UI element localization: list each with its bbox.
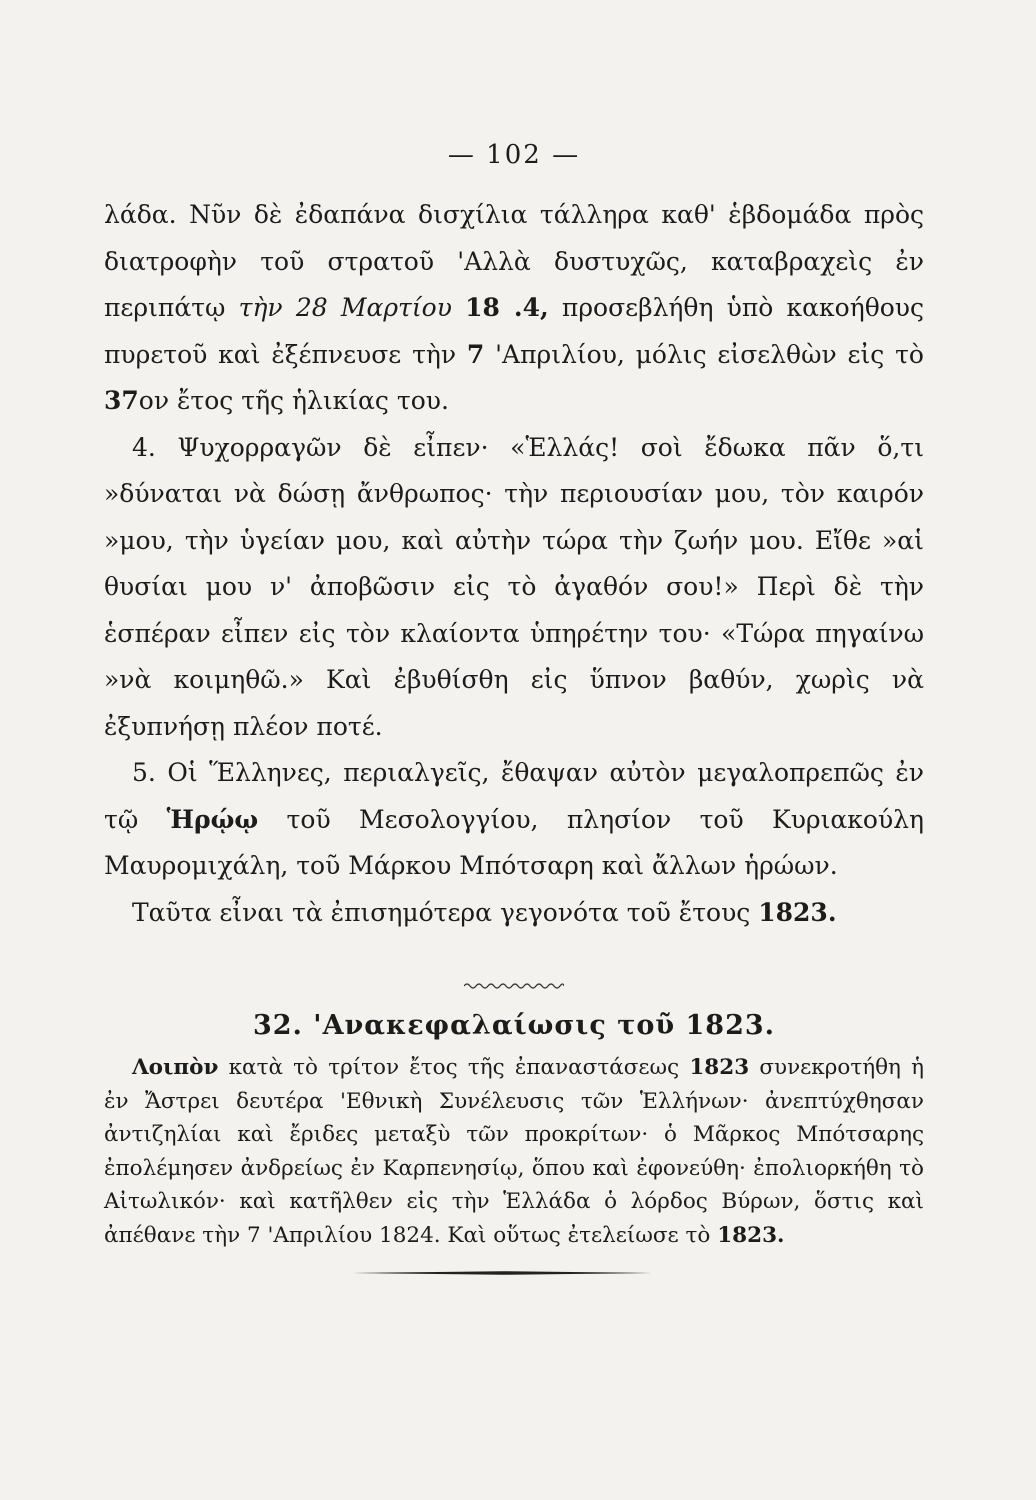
text-run: προσεβλήθη ὑπὸ κακοήθους πυρετοῦ καὶ ἐξέπνευσε τὴν bbox=[104, 293, 924, 369]
day-7: 7 bbox=[466, 339, 485, 369]
text-run: λάδα. Νῦν δὲ ἐδαπάνα δισχίλια τάλληρα καθ' ἑβδομάδα πρὸς διατροφὴν τοῦ στρατοῦ 'Αλλὰ δυστυχῶς, καταβραχεὶς ἐν περιπάτῳ bbox=[104, 200, 924, 322]
page-number: — 102 — bbox=[447, 140, 581, 170]
paragraph-5-burial bbox=[104, 750, 924, 890]
paragraph-4-last-words: 4. Ψυχορραγῶν δὲ εἶπεν· «Ἑλλάς! σοὶ ἔδωκα πᾶν ὅ,τι »δύναται νὰ δώσῃ ἄνθρωπος· τὴν περιουσίαν μου, τὸν καιρόν »μου, τὴν ὑγείαν μου, καὶ αὐτὴν τώρα τὴν ζωήν μου. Εἴθε »αἱ θυσίαι μου ν' ἀποβῶσιν εἰς τὸ ἀγαθόν σου!» Περὶ δὲ τὴν ἑσπέραν εἶπεν εἰς τὸν κλαίοντα ὑπηρέτην του· «Τώρα πηγαίνω »νὰ κοιμηθῶ.» Καὶ ἐβυθίσθη εἰς ὕπνον βαθύν, χωρὶς νὰ ἐξυπνήσῃ πλέον ποτέ. bbox=[104, 432, 924, 741]
wavy-divider bbox=[464, 980, 564, 992]
heroon-word: Ἡρῴῳ bbox=[166, 804, 259, 834]
section-title: 32. 'Ανακεφαλαίωσις τοῦ 1823. bbox=[252, 1010, 776, 1041]
paragraph-byron-illness bbox=[104, 192, 924, 425]
lead-word: Λοιπὸν bbox=[132, 1055, 219, 1080]
year-1824: 18 .4, bbox=[465, 293, 549, 322]
text-run: κατὰ τὸ τρίτον ἔτος τῆς ἐπαναστάσεως bbox=[218, 1055, 690, 1080]
text-run: 5. Οἱ Ἕλληνες, περιαλγεῖς, ἔθαψαν αὐτὸν μεγαλοπρεπῶς ἐν τῷ bbox=[104, 758, 924, 834]
paragraph-recap bbox=[104, 1051, 924, 1252]
date-march-28: τὴν 28 Μαρτίου bbox=[238, 293, 452, 322]
year-1823: 1823. bbox=[758, 897, 837, 927]
text-run: συνεκροτήθη ἡ ἐν Ἄστρει δευτέρα 'Εθνικὴ Συνέλευσις τῶν Ἑλλήνων· ἀνεπτύχθησαν ἀντιζηλίαι καὶ ἔριδες μεταξὺ τῶν προκρίτων· ὁ Μᾶρκος Μπότσαρης ἐπολέμησεν ἀνδρείως ἐν Καρπενησίῳ, ὅπου καὶ ἐφονεύθη· ἐπολιορκήθη τὸ Αἰτωλικόν· καὶ κατῆλθεν εἰς τὴν Ἑλλάδα ὁ λόρδος Βύρων, ὅστις καὶ ἀπέθανε τὴν 7 'Απριλίου 1824. Καὶ οὕτως ἐτελείωσε τὸ bbox=[104, 1055, 924, 1248]
text-run: 'Απριλίου, μόλις εἰσελθὼν εἰς τὸ bbox=[484, 339, 924, 369]
year-1823: 1823 bbox=[689, 1055, 750, 1080]
text-run: τοῦ Μεσολογγίου, πλησίον τοῦ Κυριακούλη Μαυρομιχάλη, τοῦ Μάρκου Μπότσαρη καὶ ἄλλων ἡρώων. bbox=[104, 804, 924, 880]
text-run bbox=[452, 293, 465, 322]
text-run: Ταῦτα εἶναι τὰ ἐπισημότερα γεγονότα τοῦ ἔτους bbox=[132, 897, 759, 927]
section-body bbox=[104, 1051, 924, 1252]
paragraph-summary-1823 bbox=[104, 890, 924, 937]
page-content bbox=[104, 140, 924, 1252]
age-37: 37 bbox=[104, 386, 139, 415]
year-1823-end: 1823. bbox=[717, 1222, 785, 1248]
end-rule bbox=[352, 1270, 652, 1276]
text-run: ον ἔτος τῆς ἡλικίας του. bbox=[138, 386, 449, 415]
